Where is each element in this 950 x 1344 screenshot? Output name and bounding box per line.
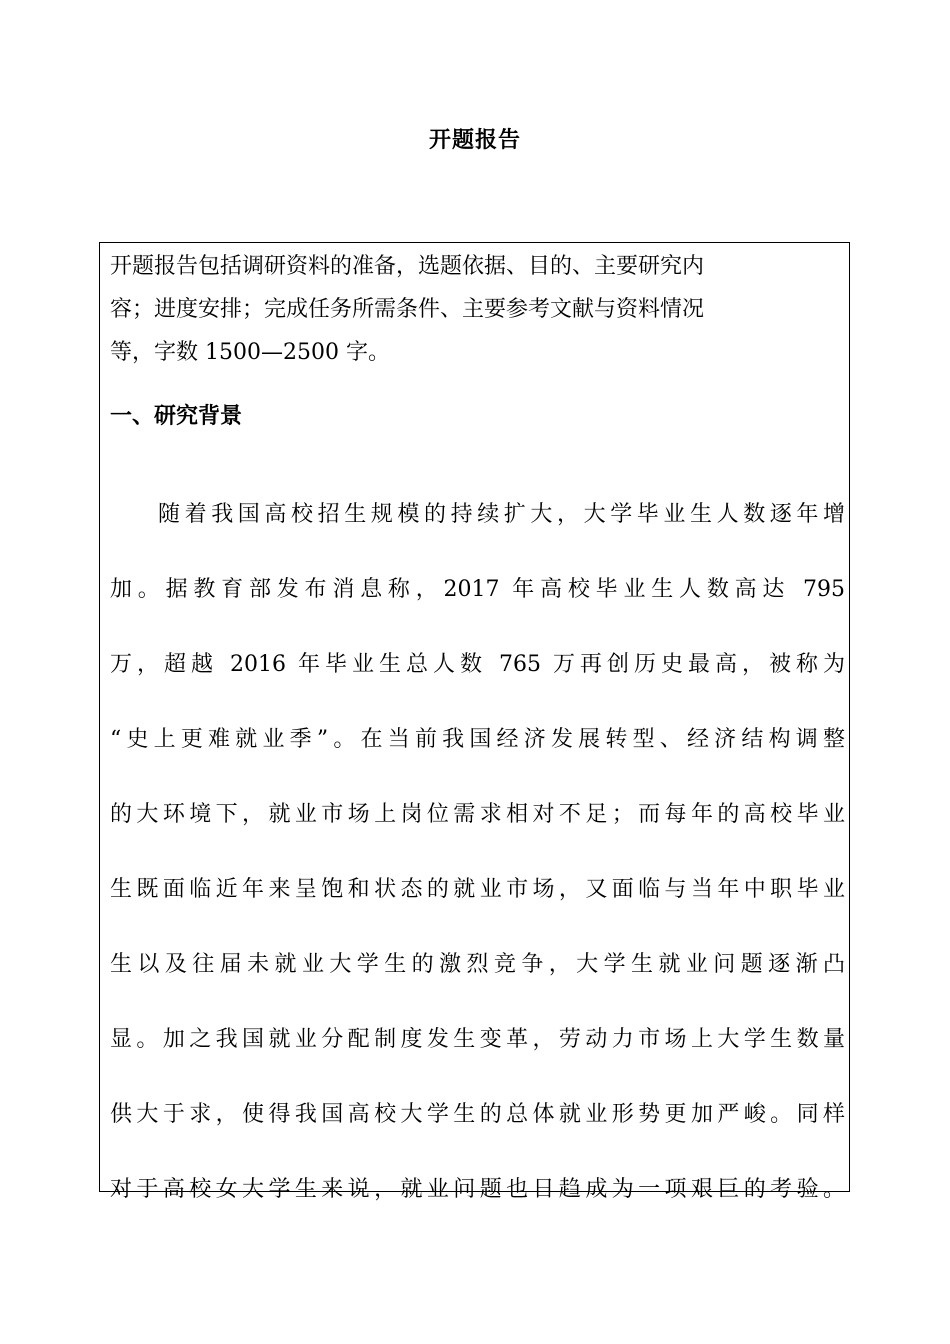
body-line: 对于高校女大学生来说，就业问题也日趋成为一项艰巨的考验。 — [110, 1177, 845, 1202]
body-paragraph — [110, 477, 845, 1227]
report-content-box — [99, 242, 850, 1202]
body-line: 随着我国高校招生规模的持续扩大，大学毕业生人数逐年增 — [158, 502, 845, 527]
intro-paragraph — [110, 245, 810, 374]
body-line: 生既面临近年来呈饱和状态的就业市场，又面临与当年中职毕业 — [110, 877, 845, 902]
body-line: 万，超越 2016 年毕业生总人数 765 万再创历史最高，被称为 — [110, 652, 845, 677]
body-line: 加。据教育部发布消息称，2017 年高校毕业生人数高达 795 — [110, 577, 845, 602]
body-line: 显。加之我国就业分配制度发生变革，劳动力市场上大学生数量 — [110, 1027, 845, 1052]
page-title: 开题报告 — [428, 128, 521, 153]
body-line: 生以及往届未就业大学生的激烈竞争，大学生就业问题逐渐凸 — [110, 952, 845, 977]
intro-line: 等，字数 1500—2500 字。 — [110, 340, 390, 365]
intro-line: 容；进度安排；完成任务所需条件、主要参考文献与资料情况 — [110, 297, 705, 322]
body-line: 的大环境下，就业市场上岗位需求相对不足；而每年的高校毕业 — [110, 802, 845, 827]
body-line: “史上更难就业季”。在当前我国经济发展转型、经济结构调整 — [110, 727, 845, 752]
body-line: 供大于求，使得我国高校大学生的总体就业形势更加严峻。同样 — [110, 1102, 845, 1127]
intro-line: 开题报告包括调研资料的准备，选题依据、目的、主要研究内 — [110, 254, 705, 279]
section-heading: 一、研究背景 — [110, 404, 243, 429]
